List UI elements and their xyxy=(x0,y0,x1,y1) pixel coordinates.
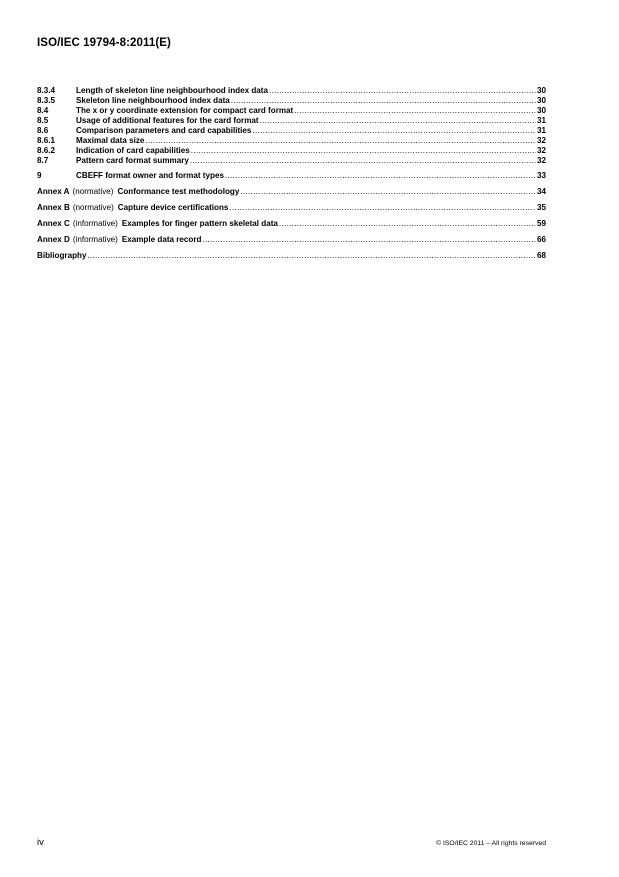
table-of-contents xyxy=(37,86,546,261)
dot-leader xyxy=(279,218,536,229)
toc-bibliography[interactable] xyxy=(37,250,546,261)
toc-entry-8-7[interactable] xyxy=(37,156,546,166)
toc-entry-number: 8.7 xyxy=(37,156,49,165)
toc-entry-number: 9 xyxy=(37,171,42,180)
toc-entry-page: 33 xyxy=(536,171,546,180)
annex-page: 66 xyxy=(536,235,546,244)
toc-entry-8-5[interactable] xyxy=(37,116,546,126)
toc-entry-title: Usage of additional features for the card format xyxy=(76,116,259,125)
toc-entry-page: 32 xyxy=(536,146,546,155)
annex-label: Annex D xyxy=(37,235,70,244)
toc-entry-page: 32 xyxy=(536,136,546,145)
bibliography-title: Bibliography xyxy=(37,251,87,260)
toc-entry-8-6[interactable] xyxy=(37,126,546,136)
page-number: iv xyxy=(37,837,44,848)
toc-entry-8-3-5[interactable] xyxy=(37,96,546,106)
toc-entry-page: 31 xyxy=(536,116,546,125)
toc-entry-page: 30 xyxy=(536,86,546,95)
toc-entry-page: 30 xyxy=(536,96,546,105)
annex-label: Annex C xyxy=(37,219,70,228)
toc-entry-title: The x or y coordinate extension for compact card format xyxy=(76,106,294,115)
toc-entry-number: 8.6.1 xyxy=(37,136,56,145)
dot-leader xyxy=(260,116,536,126)
annex-page: 34 xyxy=(536,187,546,196)
toc-entry-number: 8.5 xyxy=(37,116,49,125)
toc-entry-8-4[interactable] xyxy=(37,106,546,116)
annex-label: Annex A xyxy=(37,187,70,196)
toc-entry-title: CBEFF format owner and format types xyxy=(76,171,224,180)
dot-leader xyxy=(240,186,536,197)
toc-entry-title: Maximal data size xyxy=(76,136,145,145)
toc-entry-8-6-1[interactable] xyxy=(37,136,546,146)
toc-entry-page: 32 xyxy=(536,156,546,165)
annex-kind: (normative) xyxy=(72,187,114,196)
dot-leader xyxy=(231,96,536,106)
dot-leader xyxy=(294,106,536,116)
dot-leader xyxy=(229,202,536,213)
annex-page: 59 xyxy=(536,219,546,228)
annex-title: Examples for finger pattern skeletal data xyxy=(121,219,278,228)
annex-title: Capture device certifications xyxy=(117,203,229,212)
toc-entry-number: 8.4 xyxy=(37,106,49,115)
toc-entry-title: Skeleton line neighbourhood index data xyxy=(76,96,230,105)
dot-leader xyxy=(191,146,536,156)
toc-entry-number: 8.6 xyxy=(37,126,49,135)
toc-entry-title: Indication of card capabilities xyxy=(76,146,190,155)
toc-entry-number: 8.3.5 xyxy=(37,96,56,105)
dot-leader xyxy=(269,86,536,96)
toc-entry-title: Comparison parameters and card capabilities xyxy=(76,126,252,135)
bibliography-page: 68 xyxy=(536,251,546,260)
document-header: ISO/IEC 19794-8:2011(E) xyxy=(37,37,171,49)
toc-annex-b[interactable] xyxy=(37,202,546,213)
toc-entry-page: 31 xyxy=(536,126,546,135)
dot-leader xyxy=(225,171,536,181)
dot-leader xyxy=(87,250,536,261)
annex-page: 35 xyxy=(536,203,546,212)
annex-title: Example data record xyxy=(121,235,202,244)
toc-annex-d[interactable] xyxy=(37,234,546,245)
toc-entry-number: 8.3.4 xyxy=(37,86,56,95)
copyright-notice: © ISO/IEC 2011 – All rights reserved xyxy=(436,840,546,847)
dot-leader xyxy=(145,136,536,146)
toc-entry-8-3-4[interactable] xyxy=(37,86,546,96)
annex-kind: (normative) xyxy=(72,203,114,212)
dot-leader xyxy=(202,234,536,245)
toc-entry-number: 8.6.2 xyxy=(37,146,56,155)
toc-entry-title: Pattern card format summary xyxy=(76,156,189,165)
annex-title: Conformance test methodology xyxy=(117,187,240,196)
annex-kind: (informative) xyxy=(72,235,118,244)
annex-label: Annex B xyxy=(37,203,70,212)
toc-entry-8-6-2[interactable] xyxy=(37,146,546,156)
toc-entry-title: Length of skeleton line neighbourhood index data xyxy=(76,86,269,95)
toc-annex-c[interactable] xyxy=(37,218,546,229)
toc-annex-a[interactable] xyxy=(37,186,546,197)
toc-entry-9[interactable] xyxy=(37,171,546,181)
dot-leader xyxy=(190,156,536,166)
toc-entry-page: 30 xyxy=(536,106,546,115)
annex-kind: (informative) xyxy=(72,219,118,228)
dot-leader xyxy=(252,126,536,136)
